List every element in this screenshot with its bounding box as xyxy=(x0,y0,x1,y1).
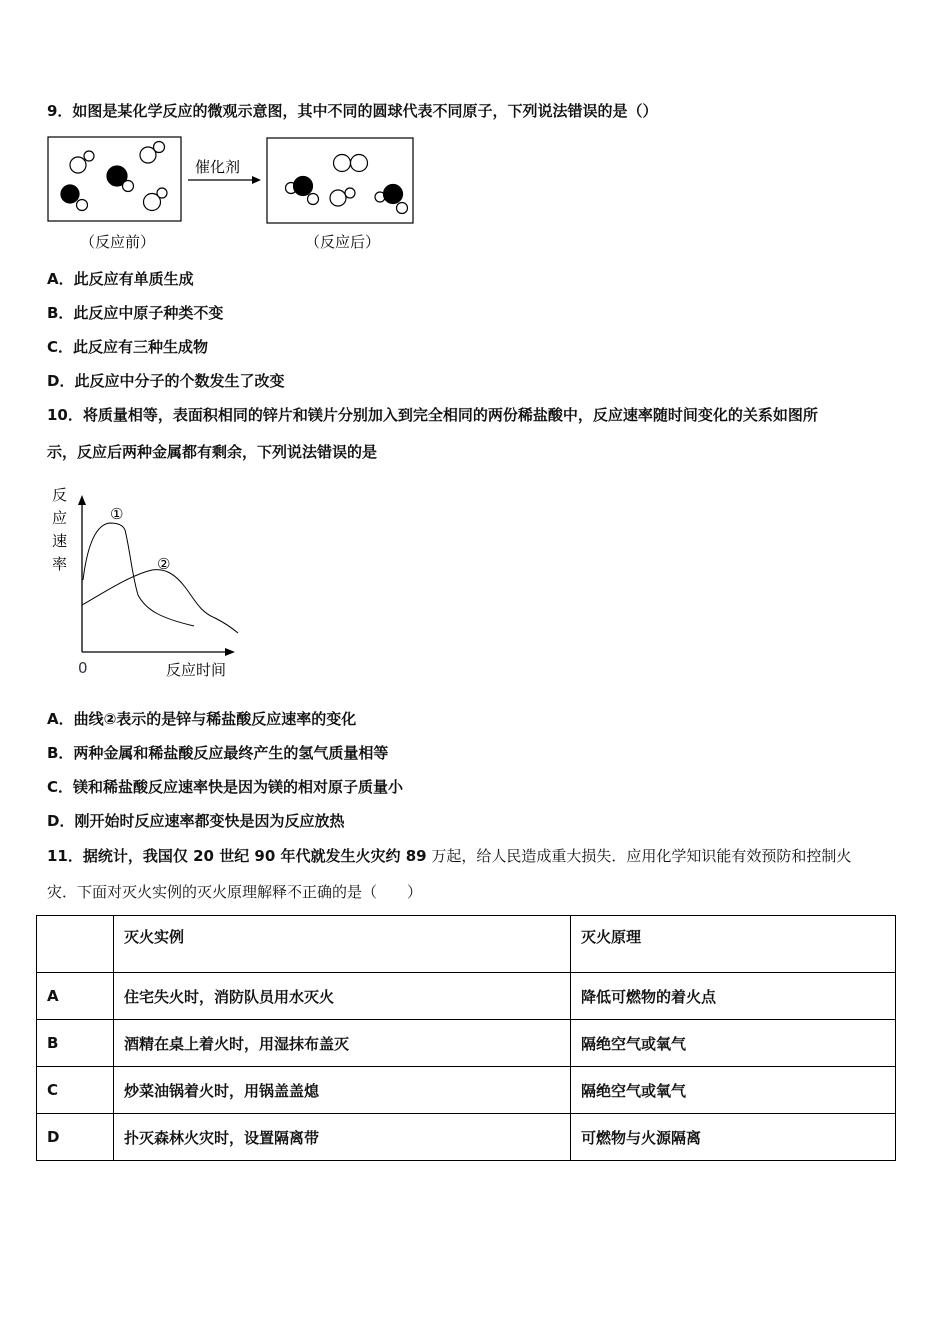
table-row xyxy=(37,1020,896,1067)
example-cell: 住宅失火时，消防队员用水灭火 xyxy=(114,973,571,1020)
principle-cell: 隔绝空气或氧气 xyxy=(571,1067,896,1114)
header-cell: 灭火实例 xyxy=(114,916,571,973)
table-row xyxy=(37,973,896,1020)
example-cell: 酒精在桌上着火时，用湿抹布盖灭 xyxy=(114,1020,571,1067)
xlabel: 反应时间 xyxy=(166,661,227,679)
principle-cell: 可燃物与火源隔离 xyxy=(571,1114,896,1161)
before-label: （反应前） xyxy=(80,233,156,251)
table-row xyxy=(37,1067,896,1114)
q11-stem-rest: 万起，给人民造成重大损失．应用化学知识能有效预防和控制火 xyxy=(426,847,852,865)
ylabel-char: 应 xyxy=(52,509,68,527)
q11-stem-line2: 灾．下面对灭火实例的灭火原理解释不正确的是（ ） xyxy=(47,883,423,901)
q10-option-c: C．镁和稀盐酸反应速率快是因为镁的相对原子质量小 xyxy=(47,778,404,796)
q9-option-c: C．此反应有三种生成物 xyxy=(47,338,209,356)
option-cell: B xyxy=(37,1020,114,1067)
principle-cell: 降低可燃物的着火点 xyxy=(571,973,896,1020)
option-cell: D xyxy=(37,1114,114,1161)
table-row xyxy=(37,1114,896,1161)
ylabel-char: 速 xyxy=(52,532,68,550)
curve-2 xyxy=(82,570,238,633)
ylabel-char: 反 xyxy=(52,486,68,504)
q10-stem-line1: 10．将质量相等，表面积相同的锌片和镁片分别加入到完全相同的两份稀盐酸中，反应速率随时间变化的关系如图所 xyxy=(47,406,818,424)
q9-stem: 9．如图是某化学反应的微观示意图，其中不同的圆球代表不同原子，下列说法错误的是（） xyxy=(47,102,658,120)
q11-stem-line1 xyxy=(47,846,851,866)
q10-option-b: B．两种金属和稀盐酸反应最终产生的氢气质量相等 xyxy=(47,744,389,762)
q10-stem-line2: 示，反应后两种金属都有剩余，下列说法错误的是 xyxy=(47,443,378,461)
q9-option-a: A．此反应有单质生成 xyxy=(47,270,194,288)
option-cell: C xyxy=(37,1067,114,1114)
curve-1-label: ① xyxy=(110,505,124,523)
header-cell xyxy=(37,916,114,973)
q10-option-d: D．刚开始时反应速率都变快是因为反应放热 xyxy=(47,812,345,830)
ylabel-char: 率 xyxy=(52,555,68,573)
q9-reaction-diagram xyxy=(40,130,420,255)
principle-cell: 隔绝空气或氧气 xyxy=(571,1020,896,1067)
q9-option-b: B．此反应中原子种类不变 xyxy=(47,304,224,322)
catalyst-label: 催化剂 xyxy=(195,158,241,176)
table-header-row xyxy=(37,916,896,973)
option-cell: A xyxy=(37,973,114,1020)
q10-rate-graph xyxy=(40,480,250,680)
header-cell: 灭火原理 xyxy=(571,916,896,973)
q9-option-d: D．此反应中分子的个数发生了改变 xyxy=(47,372,285,390)
example-cell: 扑灭森林火灾时，设置隔离带 xyxy=(114,1114,571,1161)
origin-label: 0 xyxy=(78,659,88,677)
example-cell: 炒菜油锅着火时，用锅盖盖熄 xyxy=(114,1067,571,1114)
after-label: （反应后） xyxy=(305,233,381,251)
q11-stem-bold: 11．据统计，我国仅 20 世纪 90 年代就发生火灾约 89 xyxy=(47,847,427,865)
q11-table xyxy=(36,915,896,1161)
curve-2-label: ② xyxy=(157,555,171,573)
q10-option-a: A．曲线②表示的是锌与稀盐酸反应速率的变化 xyxy=(47,710,357,728)
after-box xyxy=(267,138,413,223)
